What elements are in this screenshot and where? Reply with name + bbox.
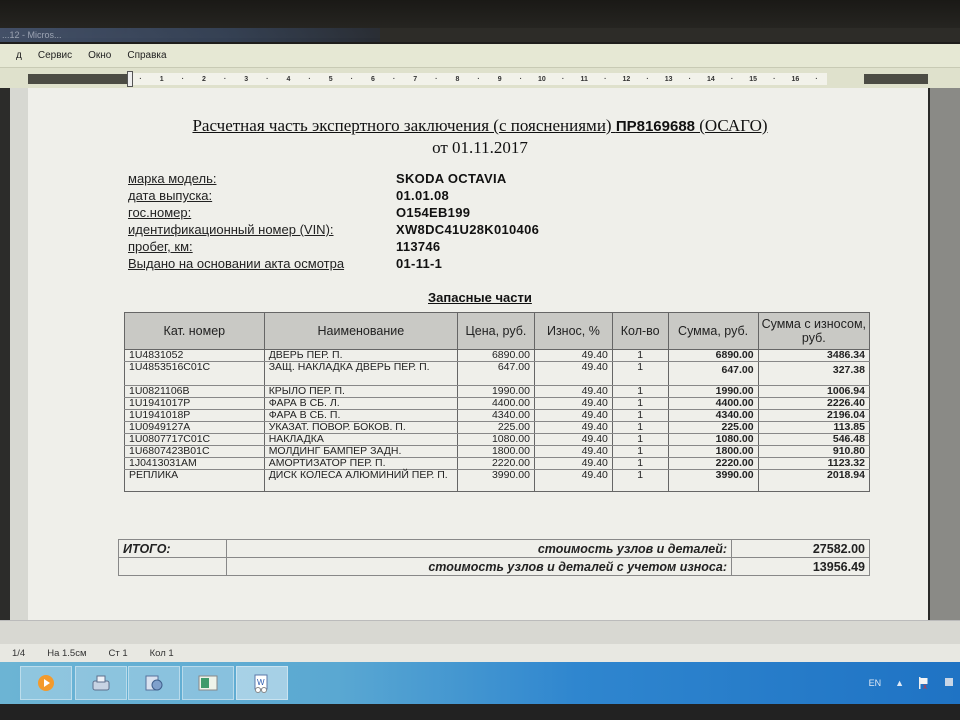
ruler-left-margin [28, 74, 130, 84]
language-indicator[interactable]: EN [868, 678, 882, 688]
taskbar-presentation[interactable] [182, 666, 234, 700]
taskbar-control-panel[interactable] [128, 666, 180, 700]
document-title: Расчетная часть экспертного заключения (с пояснениями) ПР8169688 (ОСАГО) [192, 116, 768, 135]
presentation-icon [197, 673, 219, 693]
network-icon[interactable] [944, 676, 954, 690]
control-panel-icon [143, 673, 165, 693]
table-row: 1U1941018P ФАРА В СБ. П. 4340.00 49.40 1 4340.00 2196.04 [125, 410, 870, 422]
menu-item-help[interactable]: Справка [127, 50, 167, 61]
menu-bar [0, 44, 960, 68]
show-hidden-icons[interactable]: ▲ [895, 678, 904, 688]
vehicle-info [128, 170, 539, 272]
parts-section-title: Запасные части [428, 290, 532, 305]
taskbar [0, 662, 960, 704]
status-line: Ст 1 [108, 647, 128, 659]
totals-table [118, 539, 870, 576]
media-player-icon [35, 673, 57, 693]
status-column: Кол 1 [149, 647, 174, 659]
table-row: 1U0807717C01C НАКЛАДКА 1080.00 49.40 1 1080.00 546.48 [125, 434, 870, 446]
info-row-plate: гос.номер: O154EB199 [128, 205, 471, 220]
parts-cost-wear-value: 13956.49 [732, 558, 870, 576]
title-bar-background [380, 28, 960, 42]
action-center-flag-icon[interactable] [918, 676, 930, 690]
parts-table [124, 312, 870, 492]
ruler-scale: · 1 · 2 · 3 · 4 · 5 · 6 · 7 · 8 · 9 · 10 · 11 · 12 · 13 · 14 · 15 · 16 · [130, 73, 827, 85]
status-bar [0, 644, 960, 662]
info-row-year: дата выпуска: 01.01.08 [128, 188, 450, 203]
table-row: 1U4853516C01C ЗАЩ. НАКЛАДКА ДВЕРЬ ПЕР. П. 647.00 49.40 1 647.00 327.38 [125, 362, 870, 386]
col-header-price: Цена, руб. [458, 313, 535, 350]
parts-cost-value: 27582.00 [732, 540, 870, 558]
info-row-model: марка модель: SKODA OCTAVIA [128, 171, 507, 186]
document-date: от 01.11.2017 [432, 138, 528, 157]
left-gutter-page-edge [10, 88, 28, 620]
menu-item-view[interactable]: д [16, 50, 22, 61]
table-row: 1U0821106B КРЫЛО ПЕР. П. 1990.00 49.40 1 1990.00 1006.94 [125, 386, 870, 398]
col-header-cat-number: Кат. номер [125, 313, 265, 350]
svg-text:x: x [923, 682, 927, 690]
monitor-bezel-bottom [0, 704, 960, 720]
svg-text:W: W [257, 678, 265, 687]
vertical-scrollbar[interactable] [930, 88, 960, 643]
status-page: 1/4 [12, 647, 26, 659]
table-row: 1U0949127A УКАЗАТ. ПОВОР. БОКОВ. П. 225.00 49.40 1 225.00 113.85 [125, 422, 870, 434]
scanner-icon [90, 673, 112, 693]
horizontal-scrollbar[interactable] [0, 620, 960, 644]
taskbar-word[interactable] [236, 666, 288, 700]
col-header-qty: Кол-во [612, 313, 668, 350]
taskbar-media-player[interactable] [20, 666, 72, 700]
parts-cost-label: стоимость узлов и деталей: [227, 540, 732, 558]
info-row-mileage: пробег, км: 113746 [128, 239, 441, 254]
col-header-name: Наименование [264, 313, 457, 350]
system-tray [869, 662, 960, 704]
menu-item-service[interactable]: Сервис [37, 50, 73, 61]
col-header-sum-wear: Сумма с износом, руб. [758, 313, 869, 350]
report-code: ПР8169688 [615, 118, 696, 135]
document-page[interactable] [28, 88, 928, 643]
word-document-icon [251, 673, 273, 693]
table-row: 1J0413031AM АМОРТИЗАТОР ПЕР. П. 2220.00 49.40 1 2220.00 1123.32 [125, 458, 870, 470]
table-row: РЕПЛИКА ДИСК КОЛЕСА АЛЮМИНИЙ ПЕР. П. 3990.00 49.40 1 3990.00 2018.94 [125, 470, 870, 492]
col-header-sum: Сумма, руб. [668, 313, 758, 350]
parts-cost-wear-label: стоимость узлов и деталей с учетом износа: [227, 558, 732, 576]
totals-row-parts [119, 540, 870, 558]
window-title: ...12 - Micros... [0, 28, 380, 42]
info-row-inspection-act: Выдано на основании акта осмотра 01-11-1 [128, 256, 443, 271]
ruler[interactable] [0, 68, 960, 88]
table-header-row [125, 313, 870, 350]
col-header-wear: Износ, % [534, 313, 612, 350]
menu-item-window[interactable]: Окно [88, 50, 112, 61]
totals-label: ИТОГО: [119, 540, 227, 558]
info-row-vin: идентификационный номер (VIN): XW8DC41U28K010406 [128, 222, 540, 237]
ruler-right-margin [864, 74, 928, 84]
indent-marker[interactable] [127, 71, 133, 87]
status-position: На 1.5см [47, 647, 87, 659]
totals-row-parts-wear [119, 558, 870, 576]
table-row: 1U4831052 ДВЕРЬ ПЕР. П. 6890.00 49.40 1 6890.00 3486.34 [125, 350, 870, 362]
taskbar-scanner[interactable] [75, 666, 127, 700]
table-row: 1U6807423B01C МОЛДИНГ БАМПЕР ЗАДН. 1800.00 49.40 1 1800.00 910.80 [125, 446, 870, 458]
table-row: 1U1941017P ФАРА В СБ. Л. 4400.00 49.40 1 4400.00 2226.40 [125, 398, 870, 410]
